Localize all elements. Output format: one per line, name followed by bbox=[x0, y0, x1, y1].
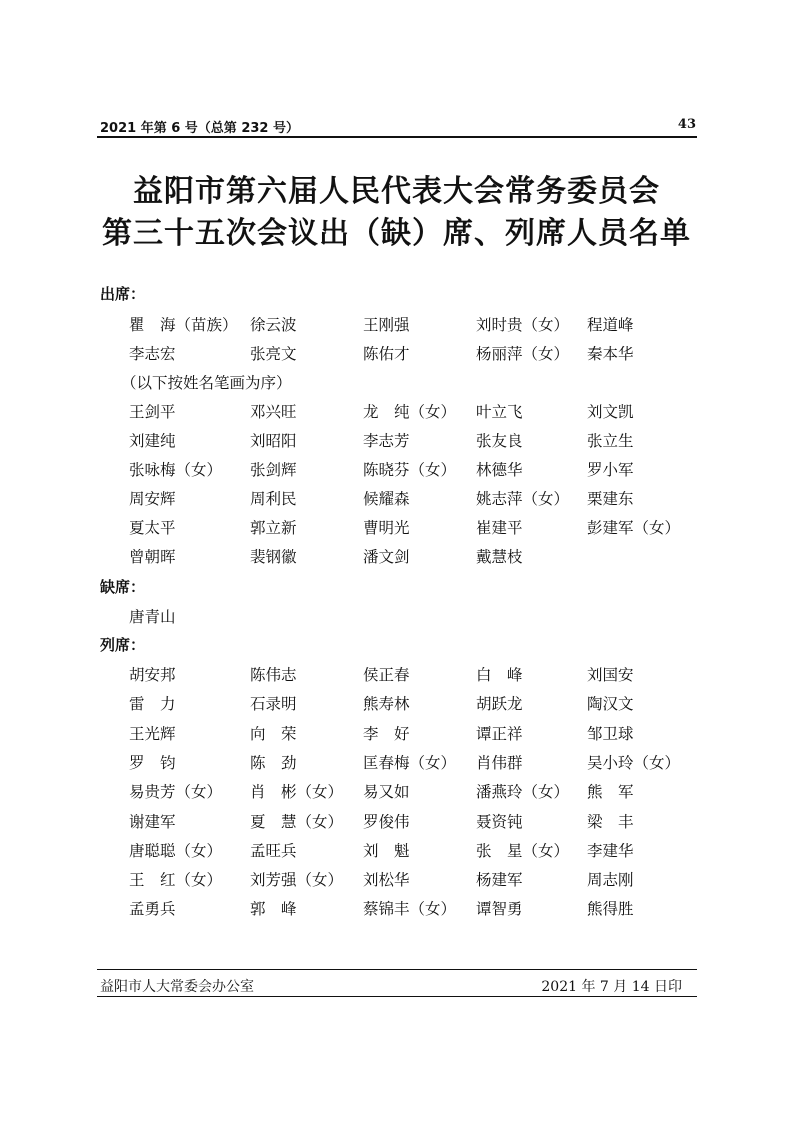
person-name: 易又如 bbox=[363, 783, 410, 802]
person-name: 张立生 bbox=[587, 432, 634, 450]
person-name: 曾朝晖 bbox=[129, 548, 176, 566]
person-name: 潘燕玲（女） bbox=[476, 783, 570, 802]
person-name: 梁 丰 bbox=[587, 812, 634, 831]
person-name: 周安辉 bbox=[129, 490, 176, 508]
page-number: 43 bbox=[677, 117, 696, 132]
person-name: 邹卫球 bbox=[587, 724, 634, 743]
person-name: 罗 钧 bbox=[129, 753, 176, 772]
person-name: 杨丽萍（女） bbox=[476, 345, 570, 363]
person-name: 张剑辉 bbox=[250, 461, 297, 479]
person-name: 陈 劲 bbox=[250, 753, 297, 772]
person-name: 罗小军 bbox=[587, 461, 634, 479]
title-line-1: 益阳市第六届人民代表大会常务委员会 bbox=[133, 174, 660, 209]
person-name: 姚志萍（女） bbox=[476, 490, 570, 508]
person-name: 谢建军 bbox=[129, 812, 176, 831]
person-name: 陈伟志 bbox=[250, 666, 297, 684]
person-name: 张咏梅（女） bbox=[129, 461, 223, 479]
person-name: 匡春梅（女） bbox=[363, 753, 457, 772]
person-name: 李建华 bbox=[587, 841, 634, 860]
person-name: 刘国安 bbox=[587, 666, 634, 684]
person-name: 陈晓芬（女） bbox=[363, 461, 457, 479]
absent-label: 缺席： bbox=[100, 578, 146, 596]
person-name: 杨建军 bbox=[476, 871, 523, 890]
attendance-label: 出席： bbox=[100, 285, 146, 303]
issue-number: 2021 年第 6 号（总第 232 号） bbox=[100, 121, 299, 136]
person-name: 周利民 bbox=[250, 490, 297, 508]
person-name: 聂资钝 bbox=[476, 812, 523, 831]
person-name: 胡安邦 bbox=[129, 666, 176, 684]
person-name: 林德华 bbox=[476, 461, 523, 479]
person-name: 刘时贵（女） bbox=[476, 316, 570, 334]
person-name: 王光辉 bbox=[129, 724, 176, 743]
person-name: 郭立新 bbox=[250, 519, 297, 537]
person-name: 邓兴旺 bbox=[250, 403, 297, 421]
person-name: 张 星（女） bbox=[476, 841, 570, 860]
person-name: 石录明 bbox=[250, 695, 297, 714]
person-name: 陈佑才 bbox=[363, 345, 410, 363]
person-name: 周志刚 bbox=[587, 871, 634, 890]
person-name: 刘文凯 bbox=[587, 403, 634, 421]
person-name: 雷 力 bbox=[129, 695, 176, 714]
footer-issuer: 益阳市人大常委会办公室 bbox=[100, 979, 254, 995]
person-name: 张亮文 bbox=[250, 345, 297, 363]
person-name: 肖伟群 bbox=[476, 753, 523, 772]
person-name: 曹明光 bbox=[363, 519, 410, 537]
person-name: 熊寿林 bbox=[363, 695, 410, 714]
person-name: 戴慧枝 bbox=[476, 548, 523, 566]
person-name: 陶汉文 bbox=[587, 695, 634, 714]
person-name: 崔建平 bbox=[476, 519, 523, 537]
person-name: 夏太平 bbox=[129, 519, 176, 537]
person-name: 夏 慧（女） bbox=[250, 812, 344, 831]
person-name: 李志宏 bbox=[129, 345, 176, 363]
person-name: 刘 魁 bbox=[363, 841, 410, 860]
person-name: 熊得胜 bbox=[587, 900, 634, 919]
person-name: 吴小玲（女） bbox=[587, 753, 681, 772]
order-note: （以下按姓名笔画为序） bbox=[121, 374, 292, 392]
footer-rule-bottom bbox=[97, 996, 697, 997]
person-name: 程道峰 bbox=[587, 316, 634, 334]
person-name: 候耀森 bbox=[363, 490, 410, 508]
person-name: 裴钢徽 bbox=[250, 548, 297, 566]
person-name: 栗建东 bbox=[587, 490, 634, 508]
person-name: 孟勇兵 bbox=[129, 900, 176, 919]
person-name: 蔡锦丰（女） bbox=[363, 900, 457, 919]
person-name: 罗俊伟 bbox=[363, 812, 410, 831]
person-name: 潘文剑 bbox=[363, 548, 410, 566]
person-name: 胡跃龙 bbox=[476, 695, 523, 714]
person-name: 叶立飞 bbox=[476, 403, 523, 421]
person-name: 谭智勇 bbox=[476, 900, 523, 919]
person-name: 郭 峰 bbox=[250, 900, 297, 919]
person-name: 王刚强 bbox=[363, 316, 410, 334]
footer-rule-top bbox=[97, 969, 697, 970]
person-name: 秦本华 bbox=[587, 345, 634, 363]
footer-date: 2021 年 7 月 14 日印 bbox=[541, 979, 682, 995]
person-name: 侯正春 bbox=[363, 666, 410, 684]
person-name: 彭建军（女） bbox=[587, 519, 681, 537]
person-name: 向 荣 bbox=[250, 724, 297, 743]
person-name: 肖 彬（女） bbox=[250, 783, 344, 802]
person-name: 刘松华 bbox=[363, 871, 410, 890]
absent-name: 唐青山 bbox=[129, 608, 176, 626]
person-name: 张友良 bbox=[476, 432, 523, 450]
person-name: 王 红（女） bbox=[129, 871, 223, 890]
person-name: 熊 军 bbox=[587, 783, 634, 802]
person-name: 谭正祥 bbox=[476, 724, 523, 743]
person-name: 王剑平 bbox=[129, 403, 176, 421]
title-line-2: 第三十五次会议出（缺）席、列席人员名单 bbox=[102, 216, 691, 251]
observers-label: 列席： bbox=[100, 636, 146, 654]
person-name: 刘芳强（女） bbox=[250, 871, 344, 890]
person-name: 易贵芳（女） bbox=[129, 783, 223, 802]
person-name: 唐聪聪（女） bbox=[129, 841, 223, 860]
person-name: 孟旺兵 bbox=[250, 841, 297, 860]
person-name: 白 峰 bbox=[476, 666, 523, 684]
person-name: 徐云波 bbox=[250, 316, 297, 334]
person-name: 龙 纯（女） bbox=[363, 403, 457, 421]
person-name: 李志芳 bbox=[363, 432, 410, 450]
header-rule bbox=[97, 136, 697, 138]
person-name: 刘建纯 bbox=[129, 432, 176, 450]
person-name: 刘昭阳 bbox=[250, 432, 297, 450]
person-name: 瞿 海（苗族） bbox=[129, 316, 238, 334]
person-name: 李 好 bbox=[363, 724, 410, 743]
